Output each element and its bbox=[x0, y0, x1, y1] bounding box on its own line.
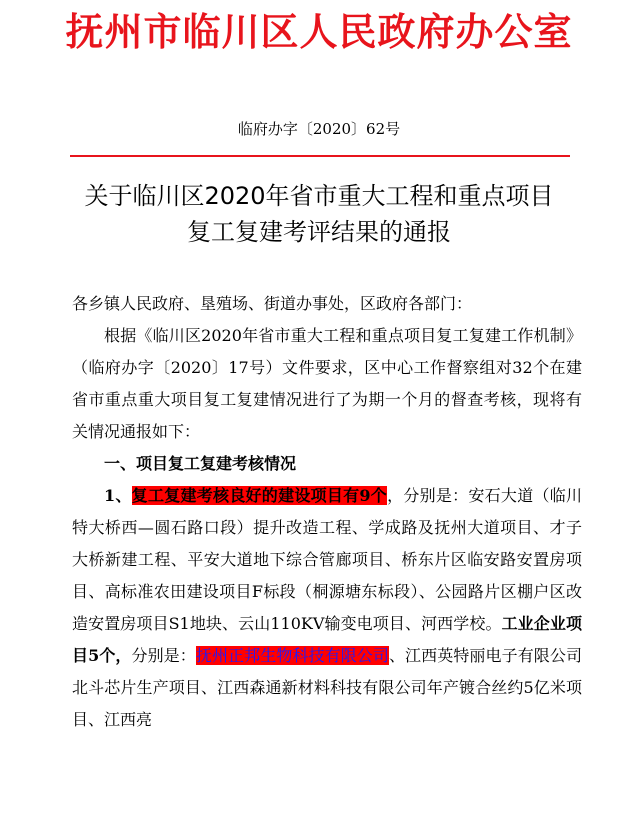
red-divider-line bbox=[70, 155, 570, 157]
masthead: 抚州市临川区人民政府办公室 bbox=[65, 10, 573, 54]
project-list-text: ，分别是：安石大道（临川特大桥西—圆石路口段）提升改造工程、学成路及抚州大道项目、才子大桥新建工程、平安大道地下综合管廊项目、桥东片区临安路安置房项目、高标准农田建设项目F标段（桐源塘东标段）、公园路片区棚户区改造安置房项目S1地块、云山110KV输变电项目、河西学校。 bbox=[72, 486, 582, 633]
document-title bbox=[0, 178, 638, 250]
section-heading: 一、项目复工复建考核情况 bbox=[104, 454, 297, 473]
document-body bbox=[72, 288, 582, 736]
intro-paragraph: 根据《临川区2020年省市重大工程和重点项目复工复建工作机制》（临府办字〔2020〕17号）文件要求，区中心工作督察组对32个在建省市重点重大项目复工复建情况进行了为期一个月的督查考核，现将有关情况通报如下： bbox=[72, 326, 582, 441]
item-1-paragraph bbox=[72, 480, 582, 736]
highlighted-company: 抚州正邦生物科技有限公司 bbox=[195, 646, 389, 665]
document-number: 临府办字〔2020〕62号 bbox=[237, 120, 401, 138]
title-line-2: 复工复建考评结果的通报 bbox=[187, 218, 451, 246]
title-line-1: 关于临川区2020年省市重大工程和重点项目 bbox=[84, 182, 554, 210]
addressee: 各乡镇人民政府、垦殖场、街道办事处，区政府各部门： bbox=[72, 294, 473, 313]
industrial-intro-text: 分别是： bbox=[131, 646, 196, 665]
industrial-list-text: 、江西英特丽电子有限公司北斗芯片生产项目、江西森通新材料科技有限公司年产镀合丝约5亿米项目、江西亮 bbox=[72, 646, 582, 729]
highlighted-text: 复工复建考核良好的建设项目有9个 bbox=[131, 486, 388, 505]
item-number: 1、 bbox=[104, 486, 132, 505]
industrial-projects-label: 工业企业项目5个， bbox=[72, 614, 582, 665]
